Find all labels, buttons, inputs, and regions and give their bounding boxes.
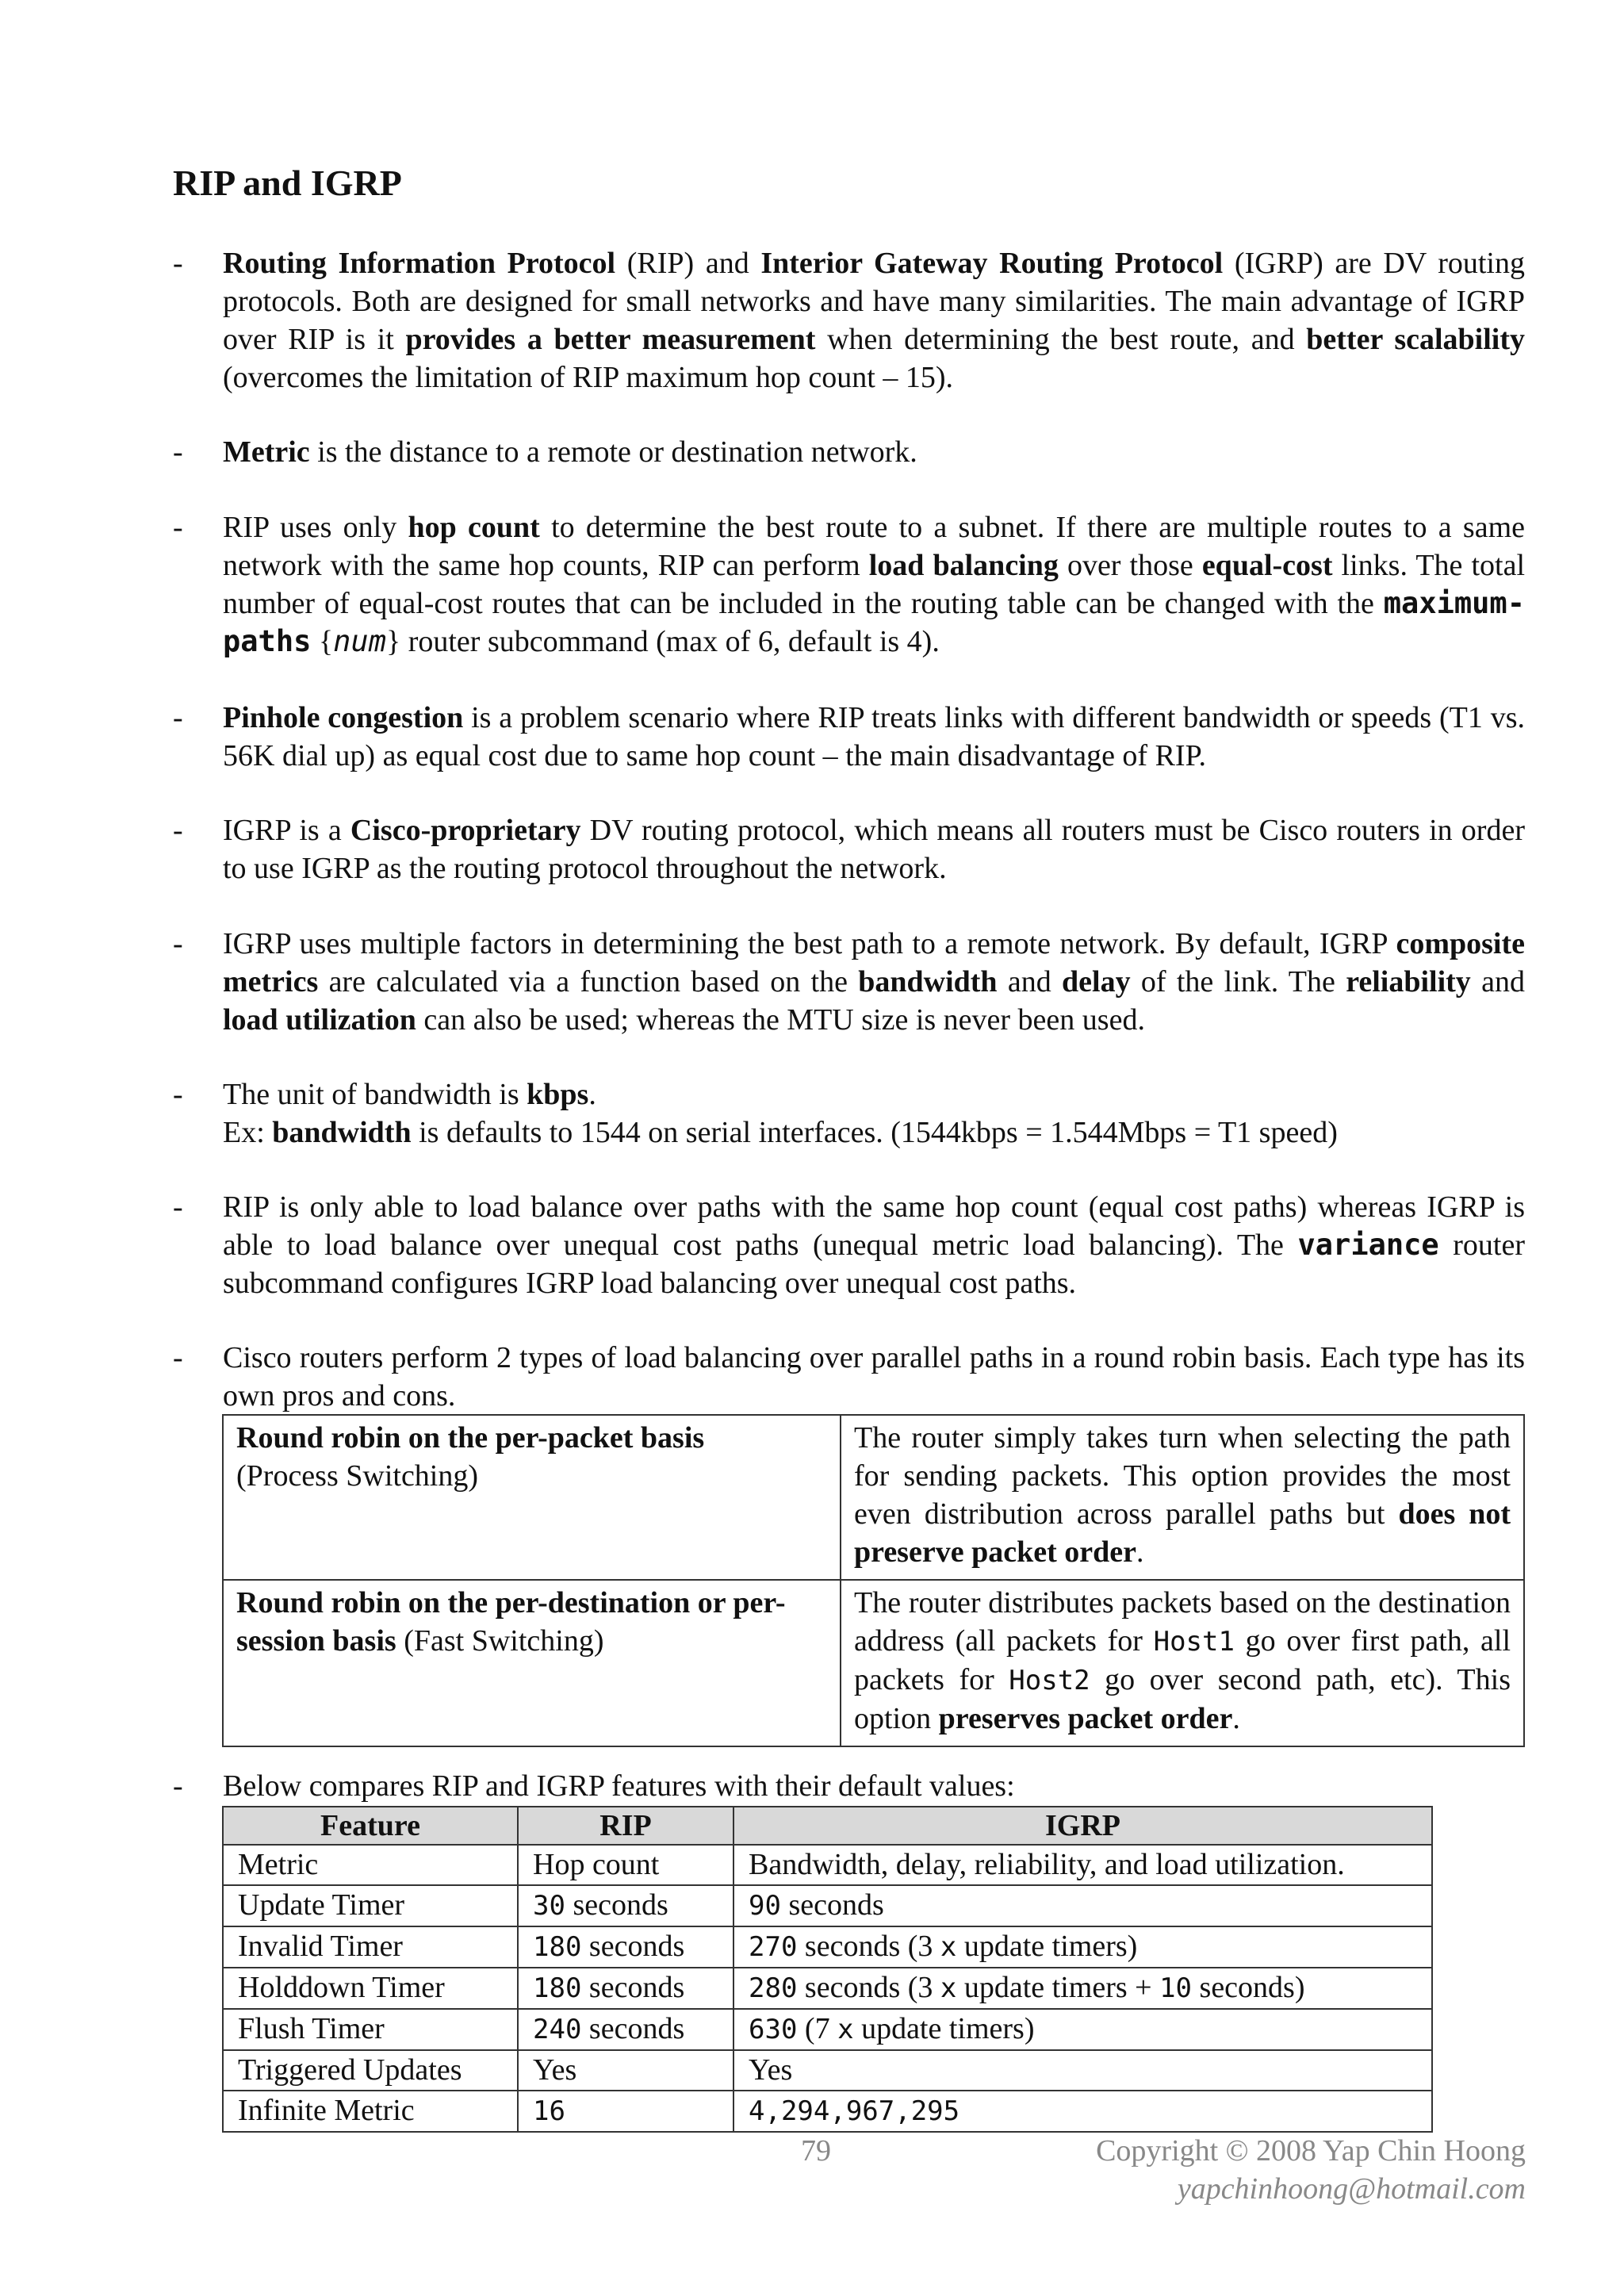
text: (7 [797,2012,838,2045]
text: . [1232,1702,1240,1735]
text: RIP is only able to load balance over paths with the same hop count (equal cost paths) whereas IGRP is able to load balance over unequal cost paths (unequal metric load balancing). The [223,1190,1525,1262]
column-header: IGRP [733,1807,1432,1845]
bullet-variance [173,1188,1525,1302]
number: 240 [533,2014,582,2045]
paragraph [223,508,1525,661]
table-cell: Yes [733,2050,1432,2091]
text: seconds [780,1888,884,1922]
bold-term: hop count [408,511,540,544]
bullet-dash: - [173,511,183,544]
text: of the link. The [1130,965,1346,999]
text: to determine the best route to a subnet. If there are multiple routes to a same network with the same hop counts, RIP can perform [223,511,1526,582]
table-cell: Update Timer [223,1885,518,1926]
number: 16 [533,2095,565,2127]
text: links. The total number of equal-cost routes that can be included in the routing table can be changed with the [223,549,1525,620]
bullet-hop-count [173,508,1525,661]
text: seconds [581,1930,685,1963]
host-name: Host2 [1009,1665,1090,1696]
text: Cisco routers perform 2 types of load balancing over parallel paths in a round robin basis. Each type has its own pros and cons. [223,1341,1525,1412]
text: (IGRP) are DV routing protocols. Both are designed for small networks and have many similarities. The main advantage of IGRP over RIP is it [223,247,1525,356]
bullet-dash: - [173,814,183,847]
table-cell: Triggered Updates [223,2050,518,2091]
text: seconds (3 [797,1971,940,2004]
bullet-dash: - [173,1341,183,1374]
author-email: yapchinhoong@hotmail.com [1177,2172,1526,2206]
table-cell [518,2009,733,2050]
text: (RIP) and [615,247,761,280]
table-cell [733,2009,1432,2050]
bullet-dash: - [173,927,183,960]
text: The router distributes packets based on the destination address (all packets for [854,1586,1511,1658]
table-row [223,1415,1524,1580]
bold-term: better scalability [1306,323,1525,356]
number: 280 [749,1972,798,2004]
text: seconds [565,1888,668,1922]
text: IGRP is a [223,814,350,847]
number: 180 [533,1931,582,1963]
column-header: RIP [518,1807,733,1845]
text: RIP uses only [223,511,408,544]
table-cell [223,1415,841,1580]
text: seconds [581,1971,685,2004]
bullet-dash: - [173,1078,183,1111]
text: is defaults to 1544 on serial interfaces. (1544kbps = 1.544Mbps = T1 speed) [411,1116,1338,1149]
bold-term: equal-cost [1201,549,1333,582]
page-number: 79 [801,2134,831,2168]
text: . [588,1078,596,1111]
paragraph [223,1075,1525,1152]
bold-term: Cisco-proprietary [350,814,581,847]
text: update timers) [956,1930,1138,1963]
command-maximum-paths: maximum-paths [223,586,1525,658]
table-cell: Invalid Timer [223,1926,518,1968]
number: 630 [749,2014,798,2045]
number: 4,294,967,295 [749,2095,960,2127]
text: over those [1058,549,1202,582]
table-row [223,2050,1432,2091]
table-header-row [223,1807,1432,1845]
paragraph [223,699,1525,775]
bullet-comparison-intro [173,1767,1525,1805]
bullet-composite-metrics [173,925,1525,1039]
table-cell: Bandwidth, delay, reliability, and load utilization. [733,1845,1432,1885]
bullet-rip-igrp-intro [173,244,1525,397]
line [223,1075,1525,1114]
table-cell [518,2091,733,2132]
table-cell [841,1415,1524,1580]
bullet-dash: - [173,1769,183,1803]
text: update timers) [853,2012,1035,2045]
text: The unit of bandwidth is [223,1078,527,1111]
table-row [223,1580,1524,1746]
table-cell [733,2091,1432,2132]
text: seconds) [1192,1971,1305,2004]
bold-term: Round robin on the per-destination or per-session basis [236,1586,786,1658]
table-cell: Infinite Metric [223,2091,518,2132]
multiply-sign: x [940,1972,957,2004]
bold-term: Interior Gateway Routing Protocol [760,247,1224,280]
bullet-dash: - [173,435,183,469]
bold-term: bandwidth [858,965,998,999]
text: IGRP uses multiple factors in determining the best path to a remote network. By default, IGRP [223,927,1396,960]
text: . [1136,1535,1144,1569]
bold-term: Routing Information Protocol [223,247,616,280]
text: go over first path, all packets for [854,1624,1511,1696]
table-row [223,2091,1432,2132]
bold-term: provides a better measurement [405,323,816,356]
text: and [1470,965,1525,999]
command-argument: num [333,624,386,658]
bullet-pinhole-congestion [173,699,1525,775]
page-title: RIP and IGRP [173,163,402,203]
bold-term: reliability [1346,965,1471,999]
table-cell [733,1968,1432,2009]
bullet-load-balancing-types [173,1339,1525,1415]
multiply-sign: x [837,2014,854,2045]
bold-term: Metric [223,435,310,469]
table-cell [841,1580,1524,1746]
text: and [997,965,1063,999]
line [223,1114,1525,1152]
bold-term: delay [1062,965,1131,999]
text: are calculated via a function based on the [318,965,859,999]
bold-term: Pinhole congestion [223,701,464,734]
host-name: Host1 [1153,1626,1235,1658]
text: when determining the best route, and [815,323,1307,356]
text: DV routing protocol, which means all routers must be Cisco routers in order to use IGRP as the routing protocol throughout the network. [223,814,1525,885]
paragraph [223,811,1525,887]
table-cell [733,1885,1432,1926]
bullet-dash: - [173,1190,183,1224]
bold-term: kbps [527,1078,589,1111]
column-header: Feature [223,1807,518,1845]
bold-term: load utilization [223,1003,416,1037]
text: (Process Switching) [236,1459,479,1493]
text: (overcomes the limitation of RIP maximum hop count – 15). [223,361,953,394]
table-row [223,1885,1432,1926]
bullet-dash: - [173,701,183,734]
bold-term: Round robin on the per-packet basis [236,1421,705,1455]
table-row [223,1845,1432,1885]
text: is the distance to a remote or destination network. [309,435,917,469]
bold-term: does not preserve packet order [854,1497,1511,1569]
number: 180 [533,1972,582,2004]
table-cell [733,1926,1432,1968]
table-cell: Hop count [518,1845,733,1885]
paragraph [223,1339,1525,1415]
bullet-metric [173,433,1525,471]
paragraph [223,1767,1525,1805]
text: router subcommand (max of 6, default is 4). [400,625,940,658]
text: seconds [581,2012,685,2045]
number: 90 [749,1890,781,1922]
number: 10 [1159,1972,1193,2004]
paragraph [223,1188,1525,1302]
table-cell [518,1926,733,1968]
table-cell [518,1968,733,2009]
text: update timers + [956,1971,1160,2004]
bullet-cisco-proprietary [173,811,1525,887]
table-cell: Flush Timer [223,2009,518,2050]
bullet-bandwidth-unit [173,1075,1525,1152]
bold-term: preserves packet order [938,1702,1233,1735]
load-balancing-table [222,1414,1525,1747]
text: (Fast Switching) [396,1624,604,1658]
paragraph [223,244,1525,397]
table-row [223,2009,1432,2050]
text: Below compares RIP and IGRP features with their default values: [223,1769,1015,1803]
multiply-sign: x [940,1931,957,1963]
text: go over second path, etc). This option [854,1663,1511,1735]
table-row [223,1968,1432,2009]
number: 270 [749,1931,798,1963]
bold-term: composite metrics [223,927,1525,999]
text: is a problem scenario where RIP treats links with different bandwidth or speeds (T1 vs. 56K dial up) as equal cost due to same hop count – the main disadvantage of RIP. [223,701,1525,772]
command-variance: variance [1297,1228,1439,1262]
paragraph [223,925,1525,1039]
table-cell: Holddown Timer [223,1968,518,2009]
rip-igrp-comparison-table [222,1806,1433,2133]
table-cell: Yes [518,2050,733,2091]
table-cell: Metric [223,1845,518,1885]
number: 30 [533,1890,565,1922]
text: seconds (3 [797,1930,940,1963]
text: Ex: [223,1116,273,1149]
table-row [223,1926,1432,1968]
text: The router simply takes turn when selecting the path for sending packets. This option provides the most even distribution across parallel paths but [854,1421,1511,1531]
bold-term: bandwidth [272,1116,412,1149]
text: } [385,625,401,658]
text: router subcommand configures IGRP load balancing over unequal cost paths. [223,1228,1526,1300]
bullet-dash: - [173,247,183,280]
copyright-notice: Copyright © 2008 Yap Chin Hoong [1096,2134,1526,2168]
paragraph [223,433,1525,471]
table-cell [223,1580,841,1746]
text: can also be used; whereas the MTU size is never been used. [416,1003,1145,1037]
table-cell [518,1885,733,1926]
text: { [311,625,334,658]
bold-term: load balancing [868,549,1059,582]
